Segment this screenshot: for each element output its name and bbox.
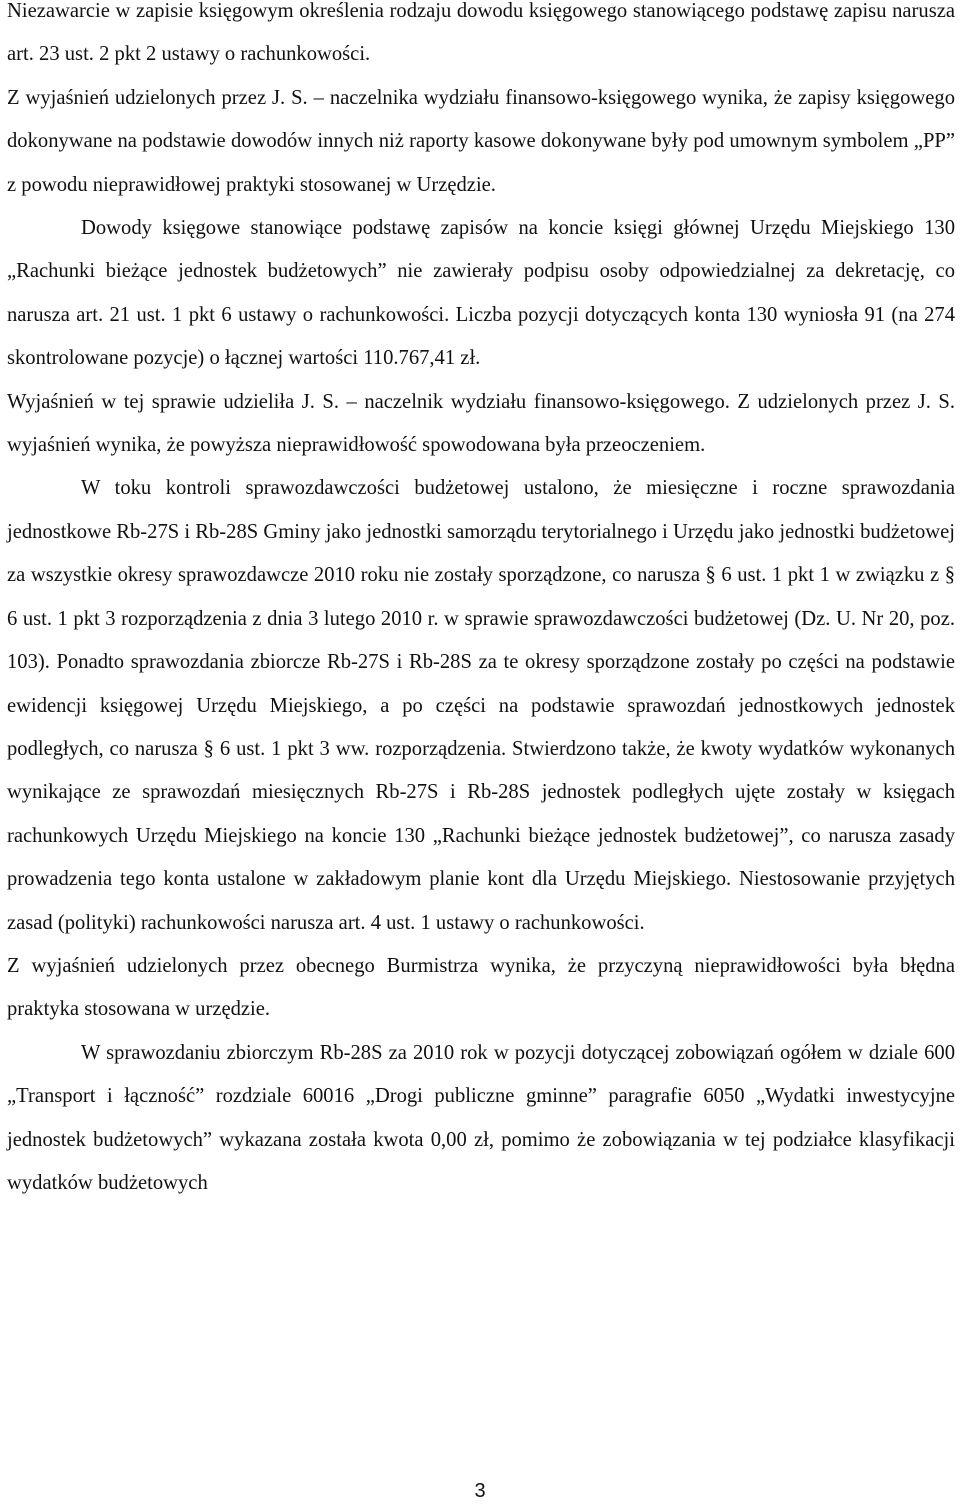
paragraph-3: Dowody księgowe stanowiące podstawę zapisów na koncie księgi głównej Urzędu Miejskiego 130 „Rachunki bieżące jednostek budżetowych” nie zawierały podpisu osoby odpowiedzialnej za dekretację, co narusza art. 21 ust. 1 pkt 6 ustawy o rachunkowości. Liczba pozycji dotyczących konta 130 wyniosła 91 (na 274 skontrolowane pozycje) o łącznej wartości 110.767,41 zł.: [7, 217, 955, 370]
page-number: 3: [474, 1480, 486, 1502]
document-page: [7, 0, 955, 1205]
paragraph-7: W sprawozdaniu zbiorczym Rb-28S za 2010 rok w pozycji dotyczącej zobowiązań ogółem w dziale 600 „Transport i łączność” rozdziale 60016 „Drogi publiczne gminne” paragrafie 6050 „Wydatki inwestycyjne jednostek budżetowych” wykazana została kwota 0,00 zł, pomimo że zobowiązania w tej podziałce klasyfikacji wydatków budżetowych: [7, 1041, 955, 1194]
paragraph-5: W toku kontroli sprawozdawczości budżetowej ustalono, że miesięczne i roczne sprawozdania jednostkowe Rb-27S i Rb-28S Gminy jako jednostki samorządu terytorialnego i Urzędu jako jednostki budżetowej za wszystkie okresy sprawozdawcze 2010 roku nie zostały sporządzone, co narusza § 6 ust. 1 pkt 1 w związku z § 6 ust. 1 pkt 3 rozporządzenia z dnia 3 lutego 2010 r. w sprawie sprawozdawczości budżetowej (Dz. U. Nr 20, poz. 103). Ponadto sprawozdania zbiorcze Rb-27S i Rb-28S za te okresy sporządzone zostały po części na podstawie ewidencji księgowej Urzędu Miejskiego, a po części na podstawie sprawozdań jednostkowych jednostek podległych, co narusza § 6 ust. 1 pkt 3 ww. rozporządzenia. Stwierdzono także, że kwoty wydatków wykonanych wynikające ze sprawozdań miesięcznych Rb-27S i Rb-28S jednostek podległych ujęte zostały w księgach rachunkowych Urzędu Miejskiego na koncie 130 „Rachunki bieżące jednostek budżetowej”, co narusza zasady prowadzenia tego konta ustalone w zakładowym planie kont dla Urzędu Miejskiego. Niestosowanie przyjętych zasad (polityki) rachunkowości narusza art. 4 ust. 1 ustawy o rachunkowości.: [7, 477, 955, 934]
paragraph-4: Wyjaśnień w tej sprawie udzieliła J. S. – naczelnik wydziału finansowo-księgowego. Z udzielonych przez J. S. wyjaśnień wynika, że powyższa nieprawidłowość spowodowana była przeoczeniem.: [7, 390, 955, 457]
paragraph-1: Niezawarcie w zapisie księgowym określenia rodzaju dowodu księgowego stanowiącego podstawę zapisu narusza art. 23 ust. 2 pkt 2 ustawy o rachunkowości.: [7, 0, 955, 66]
paragraph-2: Z wyjaśnień udzielonych przez J. S. – naczelnika wydziału finansowo-księgowego wynika, że zapisy księgowego dokonywane na podstawie dowodów innych niż raporty kasowe dokonywane były pod umownym symbolem „PP” z powodu nieprawidłowej praktyki stosowanej w Urzędzie.: [7, 86, 955, 196]
paragraph-6: Z wyjaśnień udzielonych przez obecnego Burmistrza wynika, że przyczyną nieprawidłowości była błędna praktyka stosowana w urzędzie.: [7, 954, 955, 1021]
